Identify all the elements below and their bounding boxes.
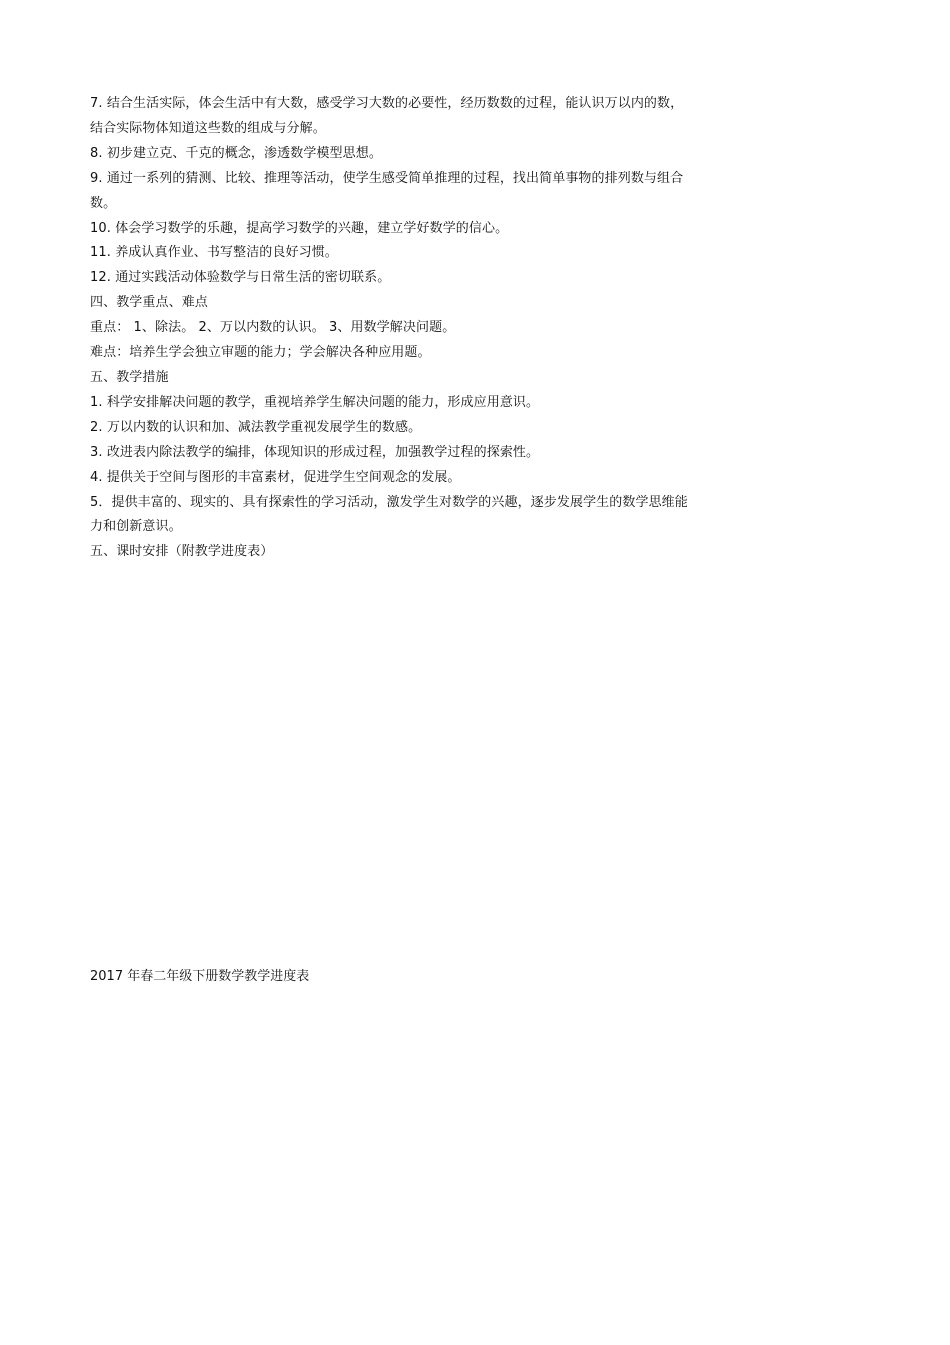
schedule-table-title: 2017 年春二年级下册数学教学进度表 — [90, 969, 310, 984]
text-line-goal-7b: 结合实际物体知道这些数的组成与分解。 — [90, 120, 326, 136]
text-line-measure-3: 3. 改进表内除法教学的编排，体现知识的形成过程，加强教学过程的探索性。 — [90, 444, 540, 460]
section-heading-key-points: 四、教学重点、难点 — [90, 295, 208, 311]
text-line-measure-5b: 力和创新意识。 — [90, 519, 182, 535]
text-line-goal-9b: 数。 — [90, 195, 117, 211]
text-line-goal-10: 10. 体会学习数学的乐趣，提高学习数学的兴趣，建立学好数学的信心。 — [90, 220, 509, 236]
text-line-goal-11: 11. 养成认真作业、书写整洁的良好习惯。 — [90, 245, 338, 261]
text-line-goal-12: 12. 通过实践活动体验数学与日常生活的密切联系。 — [90, 270, 391, 286]
text-line-difficulties: 难点：培养生学会独立审题的能力；学会解决各种应用题。 — [90, 345, 431, 361]
text-line-key-points: 重点： 1、除法。 2、万以内数的认识。 3、用数学解决问题。 — [90, 320, 456, 336]
text-line-measure-1: 1. 科学安排解决问题的教学，重视培养学生解决问题的能力，形成应用意识。 — [90, 394, 540, 410]
text-line-measure-2: 2. 万以内数的认识和加、减法教学重视发展学生的数感。 — [90, 419, 422, 435]
section-heading-measures: 五、教学措施 — [90, 369, 169, 385]
text-line-measure-4: 4. 提供关于空间与图形的丰富素材，促进学生空间观念的发展。 — [90, 469, 461, 485]
document-body — [90, 92, 780, 565]
text-line-goal-7a: 7. 结合生活实际，体会生活中有大数，感受学习大数的必要性，经历数数的过程，能认识万以内的数， — [90, 96, 684, 111]
text-line-goal-8: 8. 初步建立克、千克的概念，渗透数学模型思想。 — [90, 145, 382, 161]
section-heading-schedule: 五、课时安排（附教学进度表） — [90, 544, 274, 560]
text-line-goal-9a: 9. 通过一系列的猜测、比较、推理等活动，使学生感受简单推理的过程，找出简单事物的排列数与组合 — [90, 170, 684, 186]
text-line-measure-5a: 5．提供丰富的、现实的、具有探索性的学习活动，激发学生对数学的兴趣，逐步发展学生的数学思维能 — [90, 494, 688, 510]
